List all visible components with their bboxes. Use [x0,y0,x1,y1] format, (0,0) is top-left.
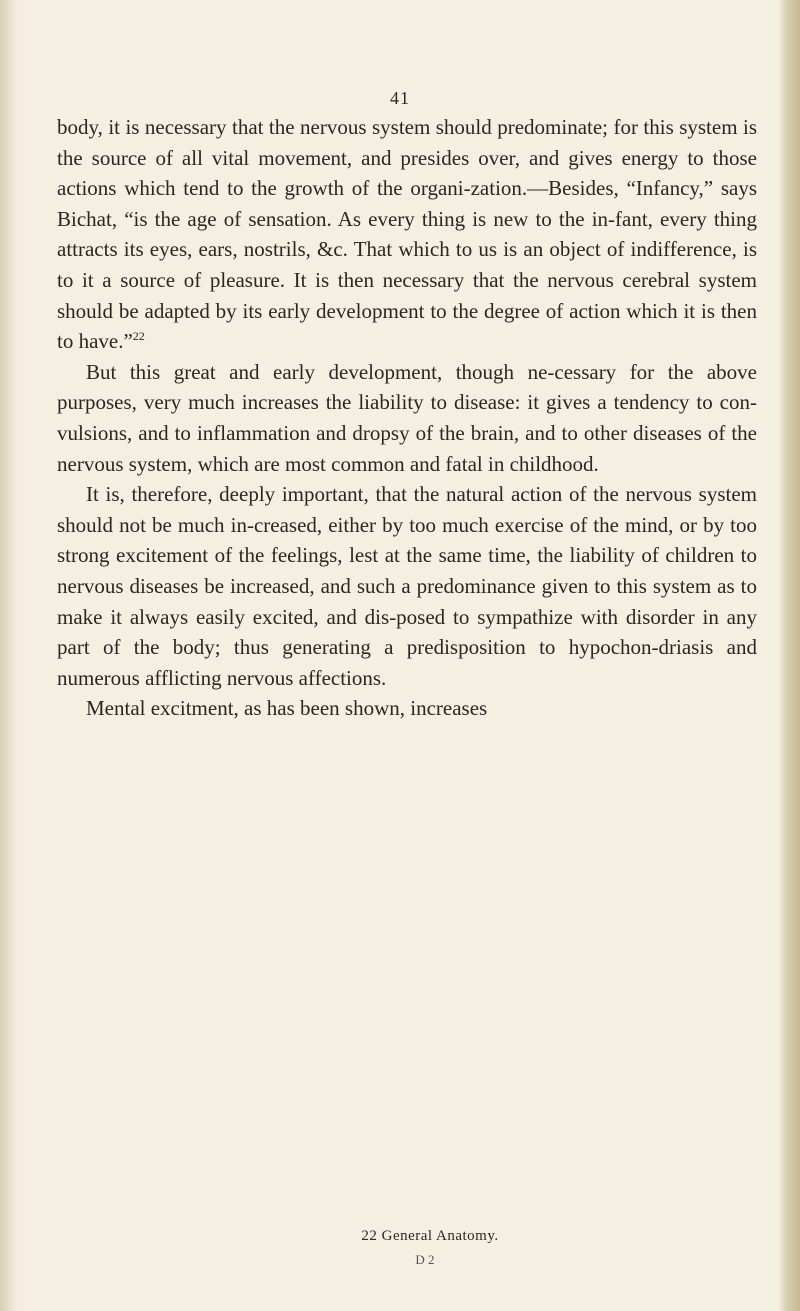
page-gutter-shadow [0,0,18,1311]
paragraph-4: Mental excitment, as has been shown, increases [86,696,488,721]
footnote: 22 General Anatomy. [361,1228,499,1244]
footnote-reference: 22 [132,329,145,344]
page-edge [778,0,800,1311]
paragraph-2: But this great and early development, though ne-cessary for the above purposes, very much increases the liability to disease: it gives a tendency to con-vulsions, and to inflammation and dropsy of the brain, and to other diseases of the nervous system, which are most common and fatal in childhood. [57,359,757,476]
body-text [57,112,757,724]
page-number: 41 [390,88,410,108]
paragraph-1 [57,112,757,357]
paragraph-1-text: body, it is necessary that the nervous system should predominate; for this system is the source of all vital movement, and presides over, and gives energy to those actions which tend to the growth of the organi-zation.—Besides, “Infancy,” says Bichat, “is the age of sensation. As every thing is new to the in-fant, every thing attracts its eyes, ears, nostrils, &c. That which to us is an object of indifference, is to it a source of pleasure. It is then necessary that the nervous cerebral system should be adapted by its early development to the degree of action which it is then to have.” [57,115,757,354]
paragraph-3: It is, therefore, deeply important, that the natural action of the nervous system should not be much in-creased, either by too much exercise of the mind, or by too strong excitement of the feelings, lest at the same time, the liability of children to nervous diseases be increased, and such a predominance given to this system as to make it always easily excited, and dis-posed to sympathize with disorder in any part of the body; thus generating a predisposition to hypochon-driasis and numerous afflicting nervous affections. [57,482,757,690]
signature-mark: D 2 [415,1252,435,1267]
